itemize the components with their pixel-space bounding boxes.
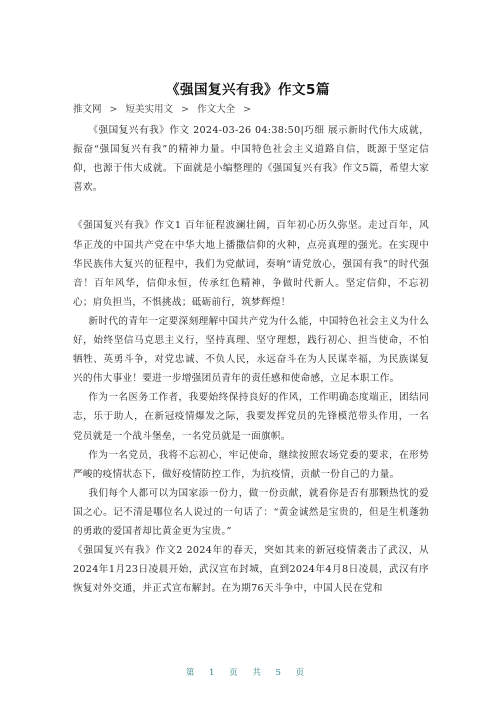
article-paragraph: 《强国复兴有我》作文 2024-03-26 04:38:50|巧细 展示新时代伟大成就，振奋“强国复兴有我”的精神力量。中国特色社会主义道路自信，既源于坚定信仰，也源于伟大成就。下面就是小编整理的《强国复兴有我》作文5篇，希望大家喜欢。 [73, 125, 429, 194]
article-paragraph: 新时代的青年一定要深刻理解中国共产党为什么能，中国特色社会主义为什么好，始终坚信马克思主义行，坚持真理、坚守理想，践行初心、担当使命，不怕牺牲、英勇斗争，对党忠诚、不负人民，永远奋斗在为人民谋幸福，为民族谋复兴的伟大事业！要进一步增强团员青年的责任感和使命感，立足本职工作。 [73, 315, 429, 385]
article-paragraph: 作为一名党员，我将不忘初心，牢记使命，继续按照农场党委的要求，在形势严峻的疫情状态下，做好疫情防控工作，为抗疫情，贡献一份自己的力量。 [73, 449, 429, 480]
breadcrumb-home-link[interactable]: 推文网 [73, 104, 102, 115]
breadcrumb-subcategory-link[interactable]: 作文大全 [197, 104, 236, 115]
page-number-footer: 第 1 页 共 5 页 [185, 668, 311, 678]
article-paragraph: 作为一名医务工作者，我要始终保持良好的作风，工作明确态度端正，团结同志，乐于助人，在新冠疫情爆发之际，我要发挥党员的先锋模范带头作用，一名党员就是一个战斗堡垒，一名党员就是一面旗帜。 [73, 392, 429, 442]
article-paragraph: 我们每个人都可以为国家添一份力，做一份贡献，就看你是否有那颗热忱的爱国之心。记不清是哪位名人说过的一句话了：“黄金诚然是宝贵的，但是生机蓬勃的勇敢的爱国者却比黄金更为宝贵。” [73, 487, 429, 537]
breadcrumb-separator: > [109, 104, 118, 115]
breadcrumb [73, 101, 256, 115]
article-paragraph: 《强国复兴有我》作文2 2024年的春天，突如其来的新冠疫情袭击了武汉，从2024年1月23日凌晨开始，武汉宣布封城，直到2024年4月8日凌晨，武汉有序恢复对外交通，并正式宣布解封。在为期76天斗争中，中国人民在党和 [73, 545, 429, 595]
breadcrumb-separator: > [243, 104, 252, 115]
page-title: 《强国复兴有我》作文5篇 [166, 82, 330, 98]
breadcrumb-separator: > [181, 104, 190, 115]
article-body [73, 121, 429, 598]
paragraph-spacer [73, 197, 429, 216]
article-paragraph: 《强国复兴有我》作文1 百年征程波澜壮阔，百年初心历久弥坚。走过百年，风华正茂的中国共产党在中华大地上播撒信仰的火种，点亮真理的强光。在实现中华民族伟大复兴的征程中，我们为党献词，奏响“请党放心，强国有我”的时代强音！百年风华，信仰永恒，传承红色精神，争做时代新人。坚定信仰，不忘初心；肩负担当，不惧挑战；砥砺前行，筑梦辉煌！ [73, 220, 429, 308]
breadcrumb-category-link[interactable]: 短美实用文 [125, 104, 174, 115]
